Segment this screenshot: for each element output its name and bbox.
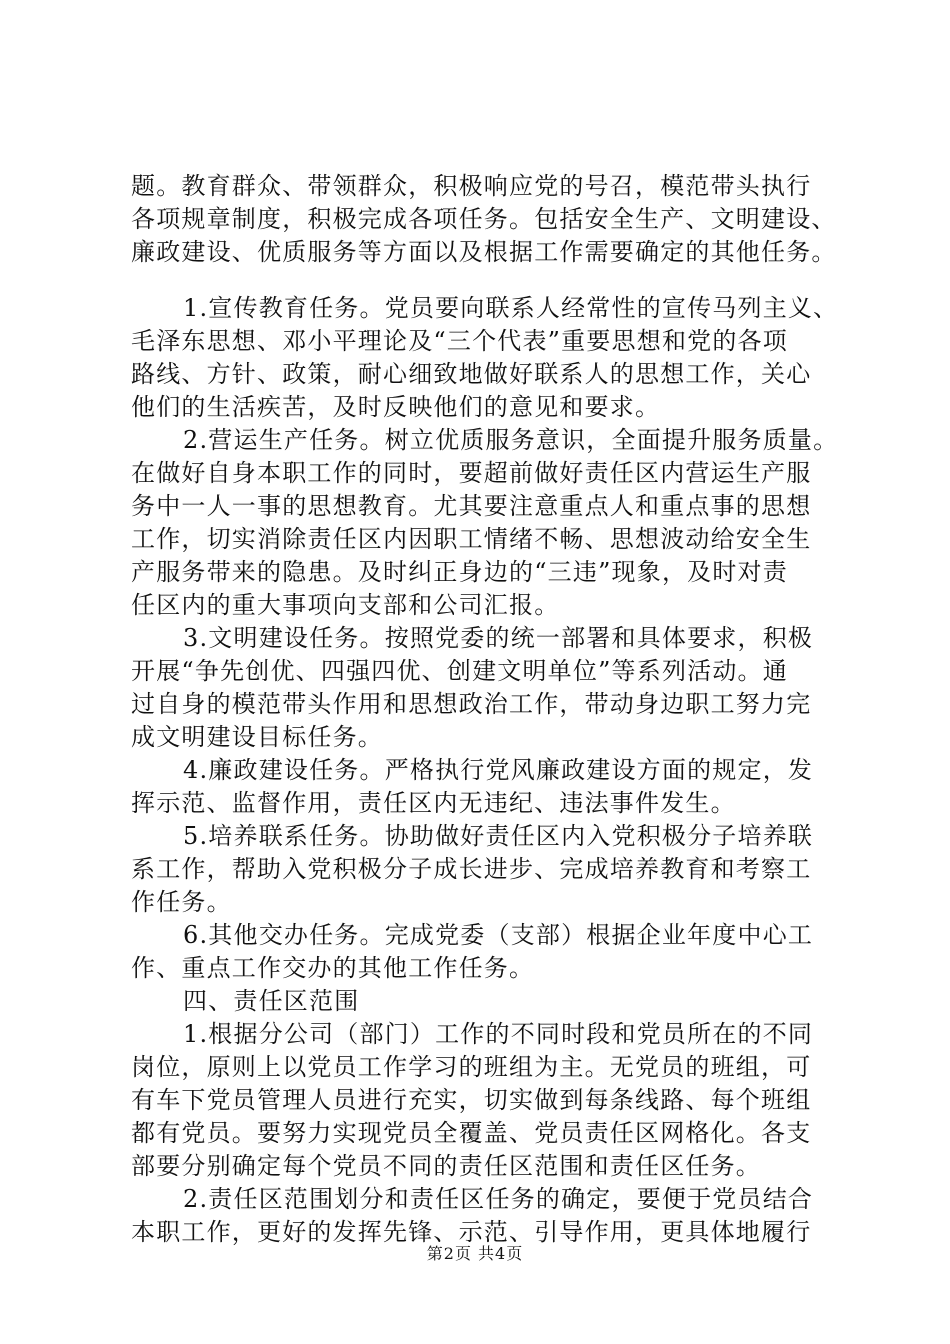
text-line: 过自身的模范带头作用和思想政治工作，带动身边职工努力完 <box>131 690 812 718</box>
text-line: 任区内的重大事项向支部和公司汇报。 <box>131 591 560 619</box>
section-heading: 四、责任区范围 <box>183 987 360 1015</box>
body-text <box>131 170 856 1249</box>
text-line: 系工作，帮助入党积极分子成长进步、完成培养教育和考察工 <box>131 855 812 883</box>
text-line: 部要分别确定每个党员不同的责任区范围和责任区任务。 <box>131 1152 761 1180</box>
text-line: 开展“争先创优、四强四优、创建文明单位”等系列活动。通 <box>131 657 788 685</box>
text-line: 作、重点工作交办的其他工作任务。 <box>131 954 535 982</box>
text-line: 本职工作，更好的发挥先锋、示范、引导作用，更具体地履行 <box>131 1218 812 1246</box>
text-line: 产服务带来的隐患。及时纠正身边的“三违”现象，及时对责 <box>131 558 788 586</box>
text-line: 题。教育群众、带领群众，积极响应党的号召，模范带头执行 <box>131 172 812 200</box>
text-line: 廉政建设、优质服务等方面以及根据工作需要确定的其他任务。 <box>131 238 837 266</box>
text-line: 3.文明建设任务。按照党委的统一部署和具体要求，积极 <box>183 624 814 652</box>
text-line: 6.其他交办任务。完成党委（支部）根据企业年度中心工 <box>183 921 814 949</box>
text-line: 毛泽东思想、邓小平理论及“三个代表”重要思想和党的各项 <box>131 327 788 355</box>
text-line: 1.宣传教育任务。党员要向联系人经常性的宣传马列主义、 <box>183 294 839 322</box>
text-line: 1.根据分公司（部门）工作的不同时段和党员所在的不同 <box>183 1020 814 1048</box>
text-line: 路线、方针、政策，耐心细致地做好联系人的思想工作，关心 <box>131 360 812 388</box>
text-line: 挥示范、监督作用，责任区内无违纪、违法事件发生。 <box>131 789 736 817</box>
page-number-footer: 第2页 共4页 <box>426 1244 524 1263</box>
text-line: 2.责任区范围划分和责任区任务的确定，要便于党员结合 <box>183 1185 814 1213</box>
text-line: 成文明建设目标任务。 <box>131 723 383 751</box>
text-line: 都有党员。要努力实现党员全覆盖、党员责任区网格化。各支 <box>131 1119 812 1147</box>
text-line: 岗位，原则上以党员工作学习的班组为主。无党员的班组，可 <box>131 1053 812 1081</box>
text-line: 5.培养联系任务。协助做好责任区内入党积极分子培养联 <box>183 822 814 850</box>
paragraph-gap <box>131 269 856 292</box>
text-line: 各项规章制度，积极完成各项任务。包括安全生产、文明建设、 <box>131 205 837 233</box>
text-line: 工作，切实消除责任区内因职工情绪不畅、思想波动给安全生 <box>131 525 812 553</box>
text-line: 有车下党员管理人员进行充实，切实做到每条线路、每个班组 <box>131 1086 812 1114</box>
text-line: 2.营运生产任务。树立优质服务意识，全面提升服务质量。 <box>183 426 839 454</box>
text-line: 在做好自身本职工作的同时，要超前做好责任区内营运生产服 <box>131 459 812 487</box>
text-line: 务中一人一事的思想教育。尤其要注意重点人和重点事的思想 <box>131 492 812 520</box>
text-line: 4.廉政建设任务。严格执行党风廉政建设方面的规定，发 <box>183 756 814 784</box>
text-line: 作任务。 <box>131 888 232 916</box>
text-line: 他们的生活疾苦，及时反映他们的意见和要求。 <box>131 393 661 421</box>
